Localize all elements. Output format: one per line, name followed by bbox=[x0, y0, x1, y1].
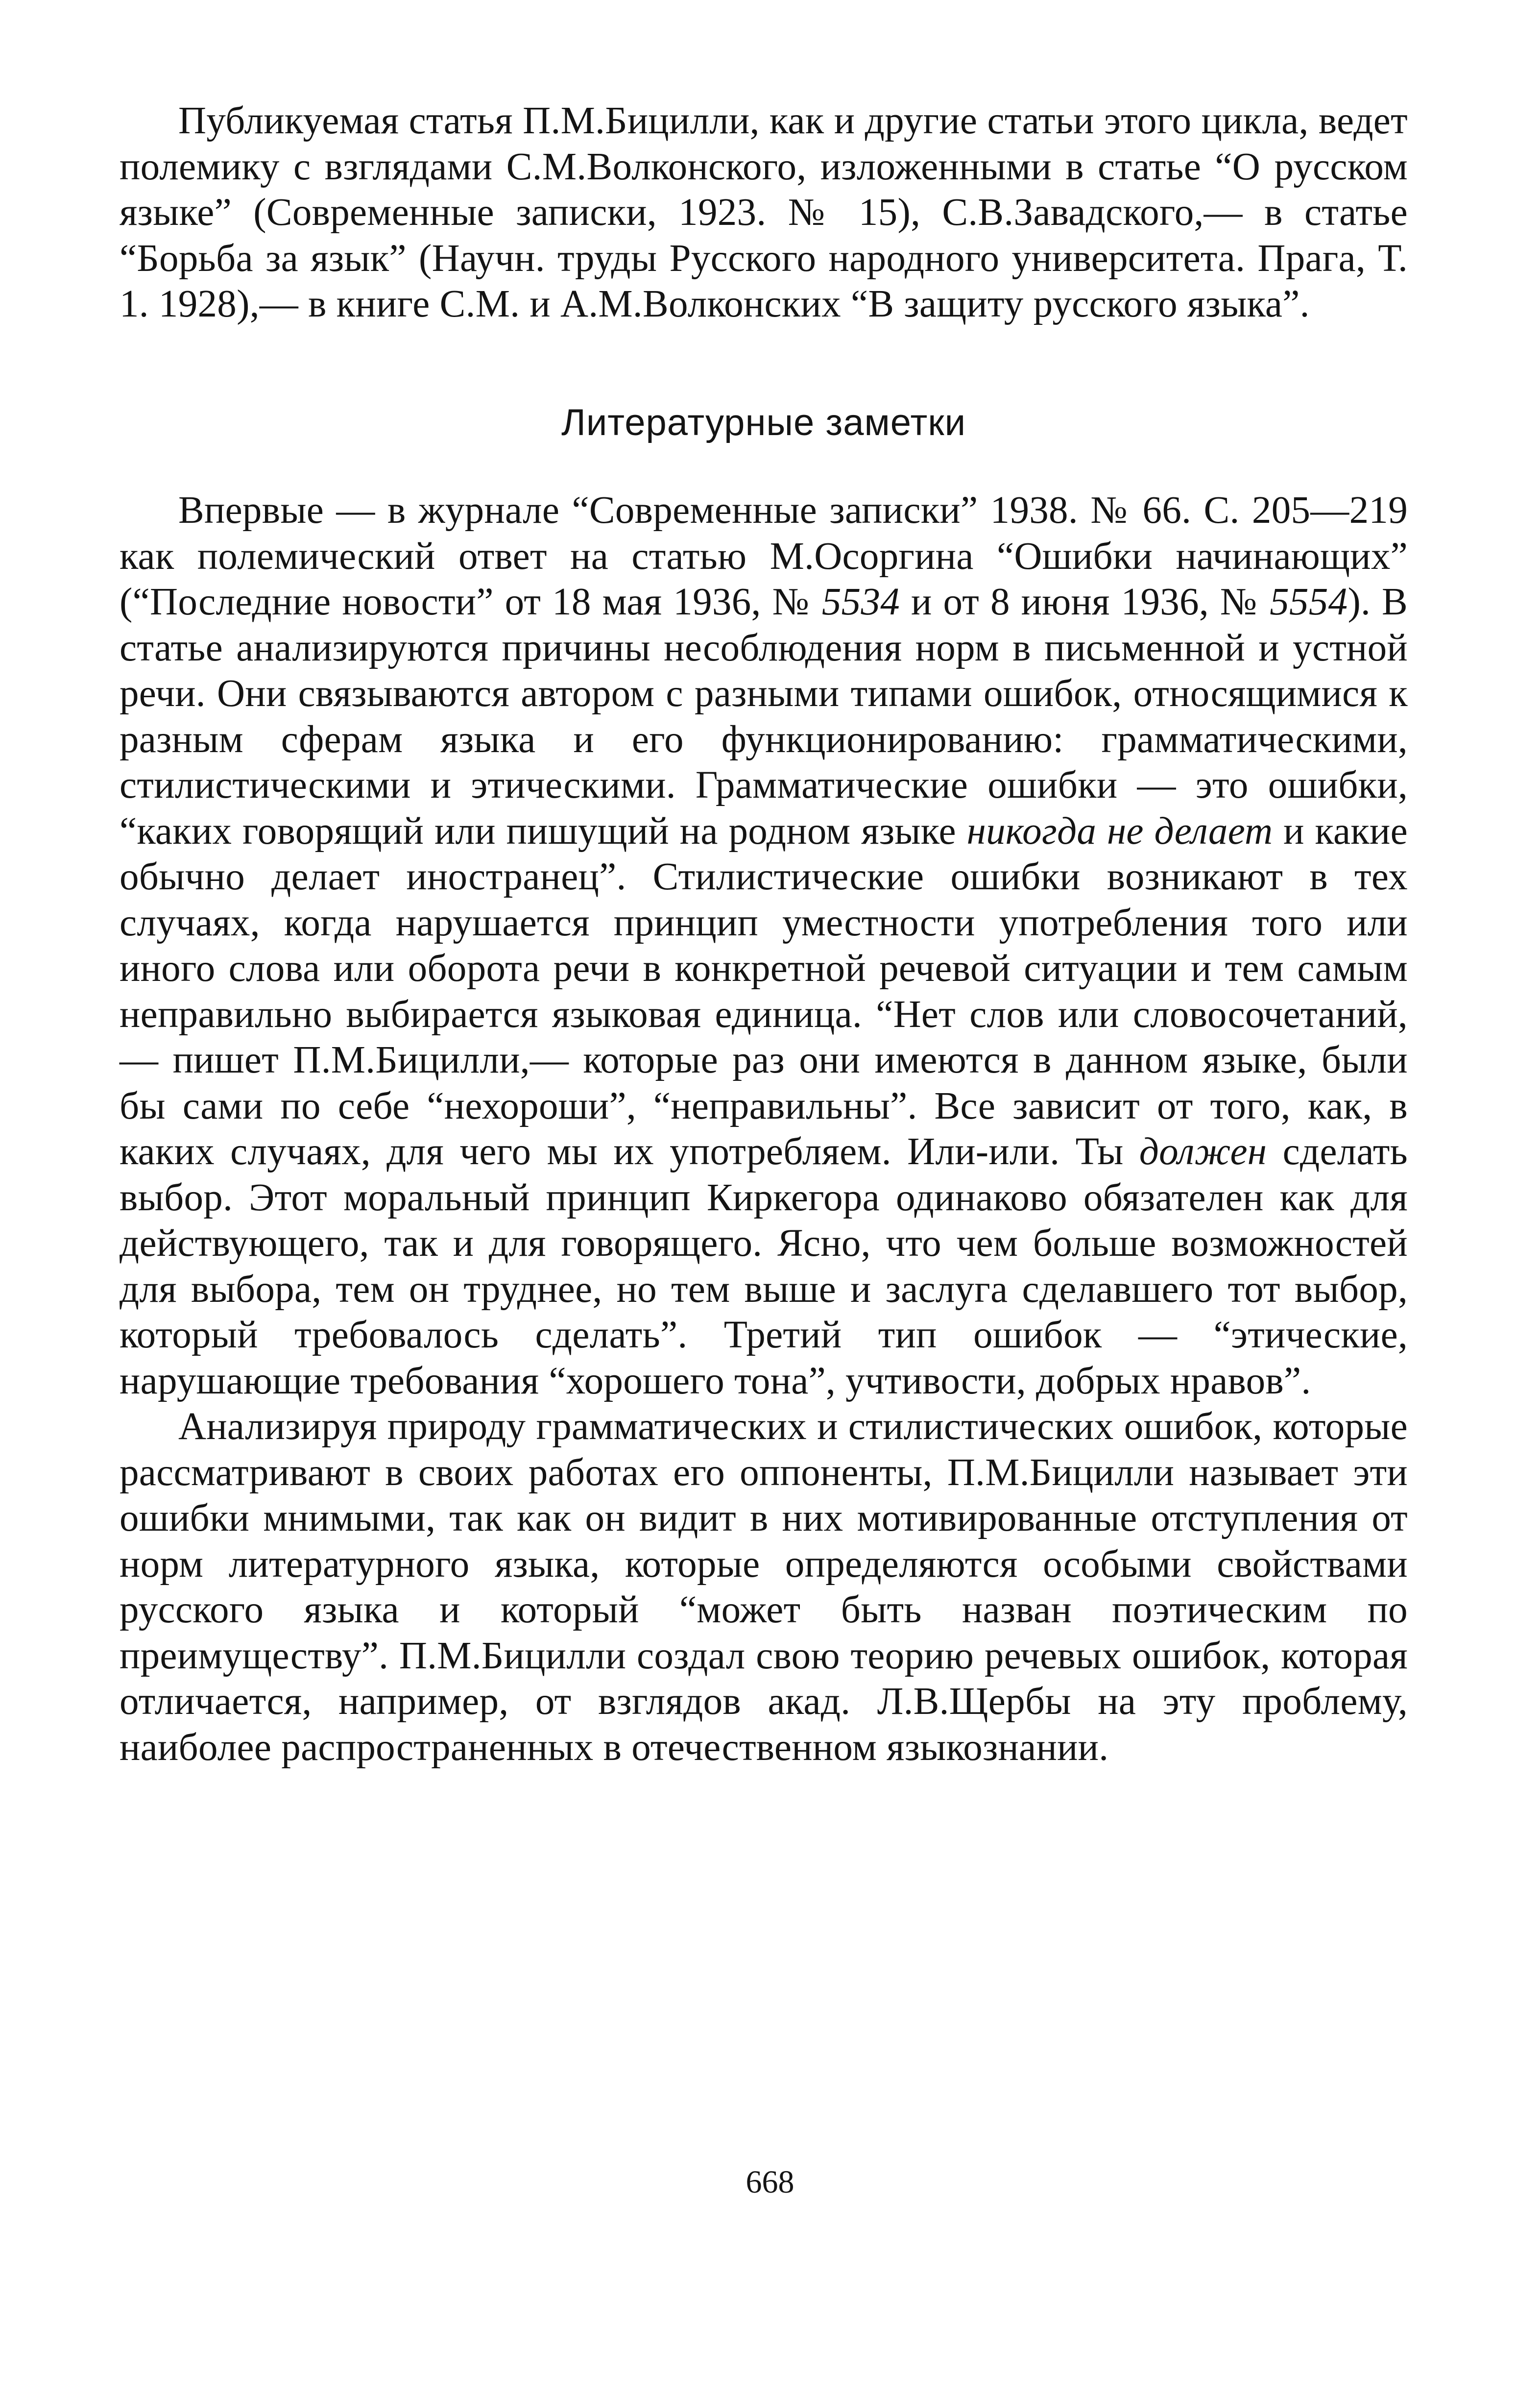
issue-number-italic: 5534 bbox=[821, 581, 900, 623]
notes-paragraph-1-text: ). В статье анализируются причины несоблюдения норм в письменной и устной речи. Они связываются автором с разными типами ошибок, относящимися к разным сферам языка и его функционированию: грамматическими, стилистическими и этическими. Грамматические ошибки — это ошибки, “каких говорящий или пишущий на родном языке bbox=[120, 581, 1408, 853]
page-number: 668 bbox=[746, 2164, 794, 2200]
notes-paragraph-1-text: и от 8 июня 1936, № bbox=[900, 581, 1270, 623]
notes-paragraph-1-text: сделать выбор. Этот моральный принцип Киркегора одинаково обязателен как для действующего, так и для говорящего. Ясно, что чем больше возможностей для выбора, тем он труднее, но тем выше и заслуга сделавшего тот выбор, который требовалось сделать”. Третий тип ошибок — “этические, нарушающие требования “хорошего тона”, учтивости, добрых нравов”. bbox=[120, 1130, 1408, 1402]
intro-paragraph: Публикуемая статья П.М.Бицилли, как и другие статьи этого цикла, ведет полемику с взглядами С.М.Волконского, изложенными в статье “О русском языке” (Современные записки, 1923. № 15), С.В.Завадского,— в статье “Борьба за язык” (Научн. труды Русского народного университета. Прага, Т. 1. 1928),— в книге С.М. и А.М.Волконских “В защиту русского языка”. bbox=[120, 99, 1408, 325]
notes-paragraph-1 bbox=[120, 488, 1408, 1404]
notes-paragraph-2: Анализируя природу грамматических и стилистических ошибок, которые рассматривают в своих работах его оппоненты, П.М.Бицилли называет эти ошибки мнимыми, так как он видит в них мотивированные отступления от норм литературного языка, которые определяются особыми свойствами русского языка и который “может быть назван поэтическим по преимуществу”. П.М.Бицилли создал свою теорию речевых ошибок, которая отличается, например, от взглядов акад. Л.В.Щербы на эту проблему, наиболее распространенных в отечественном языкознании. bbox=[120, 1405, 1408, 1769]
emphasis-italic: должен bbox=[1139, 1130, 1267, 1173]
notes-paragraph-1-text: и какие обычно делает иностранец”. Стилистические ошибки возникают в тех случаях, когда нарушается принцип уместности употребления того или иного слова или оборота речи в конкретной речевой ситуации и тем самым неправильно выбирается языковая единица. “Нет слов или словосочетаний,— пишет П.М.Бицилли,— которые раз они имеются в данном языке, были бы сами по себе “нехороши”, “неправильны”. Все зависит от того, как, в каких случаях, для чего мы их употребляем. Или-или. Ты bbox=[120, 809, 1408, 1173]
page-body bbox=[120, 98, 1408, 1770]
section-title: Литературные заметки bbox=[561, 401, 966, 443]
issue-number-italic: 5554 bbox=[1270, 581, 1348, 623]
notes-paragraph-1-text: Впервые — в журнале “Современные записки” 1938. № 66. С. 205—219 как полемический ответ на статью М.Осоргина “Ошибки начинающих” (“Последние новости” от 18 мая 1936, № bbox=[120, 489, 1408, 623]
emphasis-italic: никогда не делает bbox=[966, 809, 1273, 853]
